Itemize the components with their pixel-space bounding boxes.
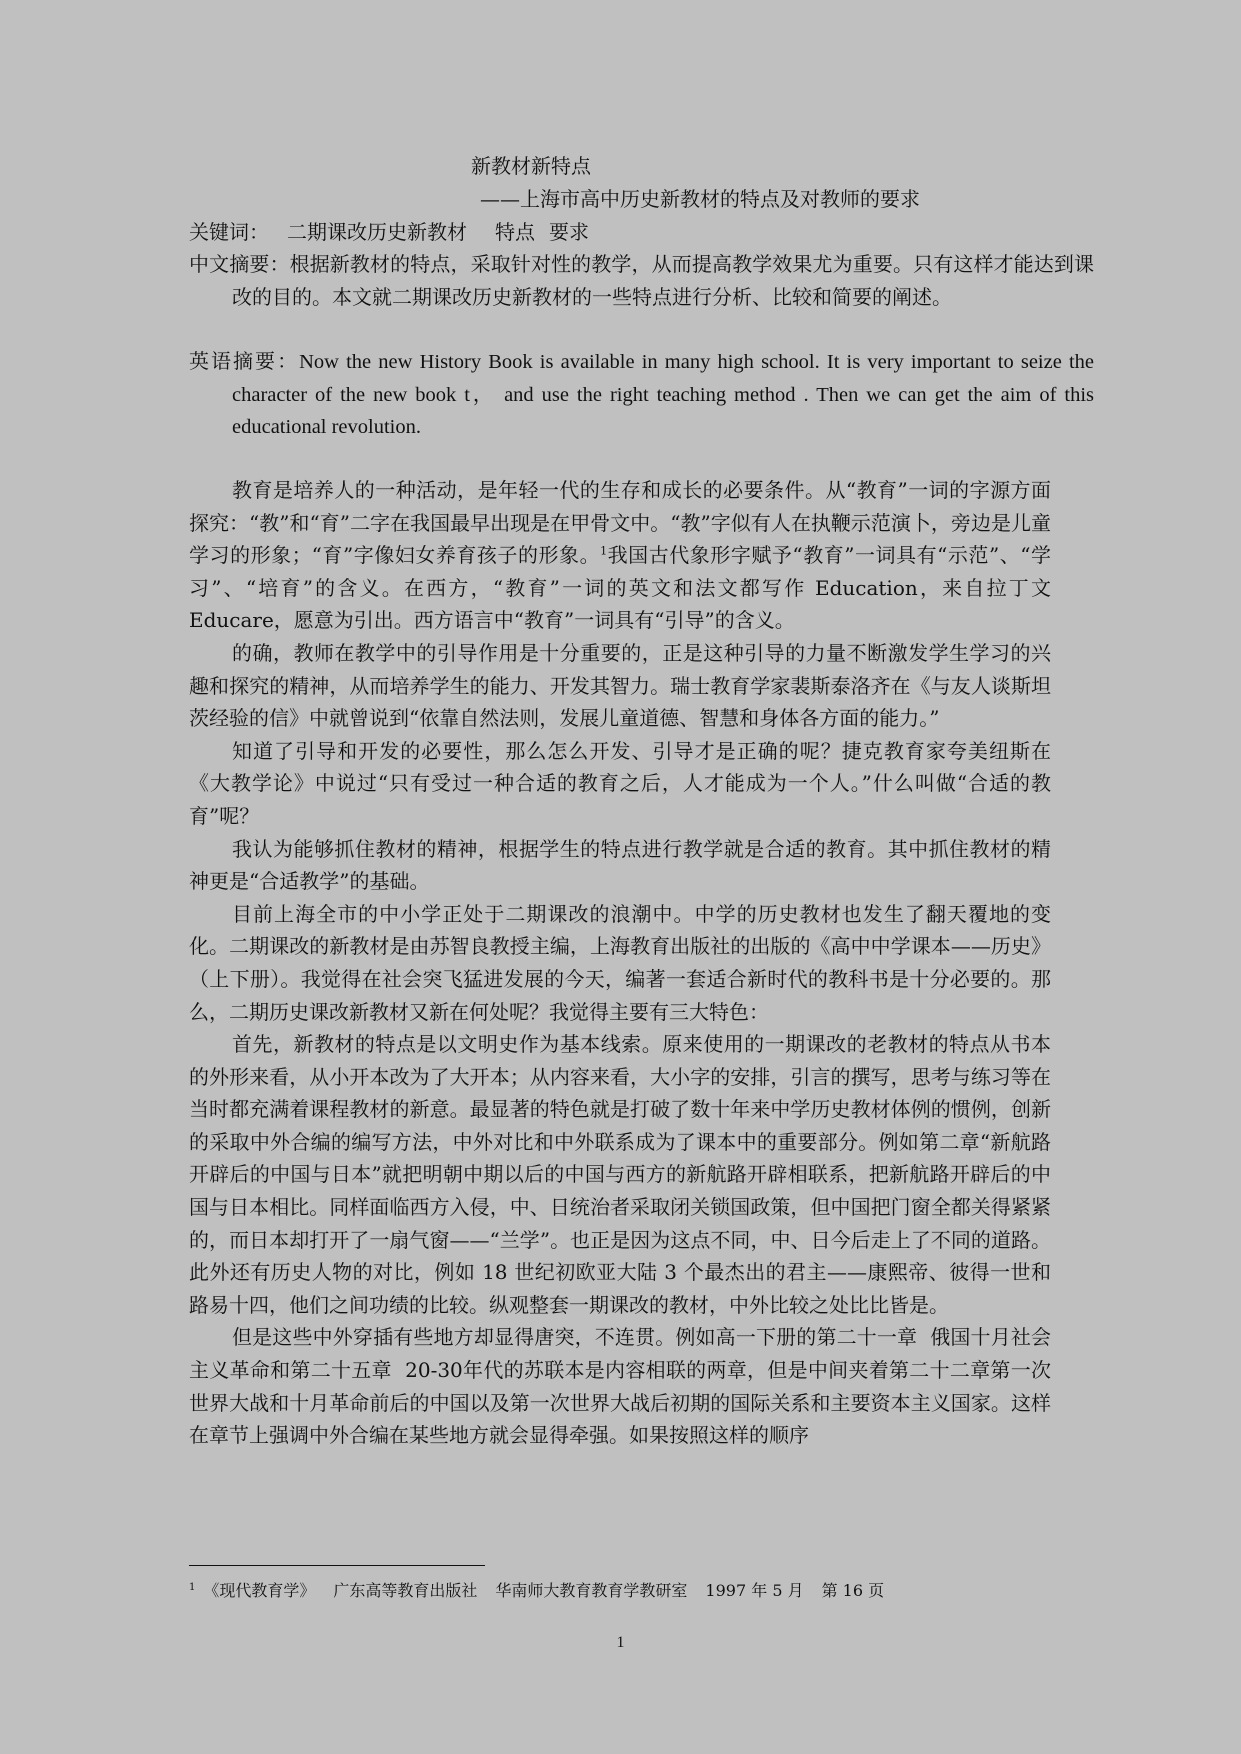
paragraph-text: 我国古代象形字赋予“教育”一词具有“示范”、“学习”、“培育”的含义。在西方，“教育”一词的英文和法文都写作 Education，来自拉丁文 Educare，愿意为引出。西方语言中“教育”一词具有“引导”的含义。 <box>189 543 1052 633</box>
footnote-separator <box>189 1565 485 1566</box>
body-paragraph: 但是这些中外穿插有些地方却显得唐突，不连贯。例如高一下册的第二十一章 俄国十月社会主义革命和第二十五章 20-30年代的苏联本是内容相联的两章，但是中间夹着第二十二章第一次世界大战和十月革命前后的中国以及第一次世界大战后初期的国际关系和主要资本主义国家。这样在章节上强调中外合编在某些地方就会显得牵强。如果按照这样的顺序 <box>189 1325 1051 1448</box>
abstract-english-text: Now the new History Book is available in many high school. It is very important to seize the character of the new book t， and use the right teaching method . Then we can get the aim of this educational revolution. <box>232 351 1115 438</box>
body-paragraph: 首先，新教材的特点是以文明史作为基本线索。原来使用的一期课改的老教材的特点从书本的外形来看，从小开本改为了大开本；从内容来看，大小字的安排，引言的撰写，思考与练习等在当时都充满着课程教材的新意。最显著的特色就是打破了数十年来中学历史教材体例的惯例，创新的采取中外合编的编写方法，中外对比和中外联系成为了课本中的重要部分。例如第二章“新航路开辟后的中国与日本”就把明朝中期以后的中国与西方的新航路开辟相联系，把新航路开辟后的中国与日本相比。同样面临西方入侵，中、日统治者采取闭关锁国政策，但中国把门窗全都关得紧紧的，而日本却打开了一扇气窗——“兰学”。也正是因为这点不同，中、日今后走上了不同的道路。此外还有历史人物的对比，例如 18 世纪初欧亚大陆 3 个最杰出的君主——康熙帝、彼得一世和路易十四，他们之间功绩的比较。纵观整套一期课改的教材，中外比较之处比比皆是。 <box>189 1032 1051 1317</box>
keyword-item: 特点 <box>495 220 535 244</box>
body-paragraph: 我认为能够抓住教材的精神，根据学生的特点进行教学就是合适的教育。其中抓住教材的精神更是“合适教学”的基础。 <box>189 836 1051 894</box>
document-title: 新教材新特点 <box>471 154 591 178</box>
footnote-publisher: 广东高等教育出版社 <box>333 1581 478 1600</box>
keywords-label: 关键词： <box>189 220 269 244</box>
paragraph-text: 教育是培养人的一种活动，是年轻一代的生存和成长的必要条件。从“教育”一词的字源方面探究：“教”和“育”二字在我国最早出现是在甲骨文中。“教”字似有人在执鞭示范演卜，旁边是儿童学习的形象；“育”字像妇女养育孩子的形象。 <box>189 478 1051 568</box>
footnote-marker: 1 <box>189 1581 196 1593</box>
body-paragraph: 知道了引导和开发的必要性，那么怎么开发、引导才是正确的呢？捷克教育家夸美纽斯在《大教学论》中说过“只有受过一种合适的教育之后，人才能成为一个人。”什么叫做“合适的教育”呢？ <box>189 738 1051 828</box>
keyword-item: 要求 <box>549 220 589 244</box>
body-paragraph <box>189 474 1051 637</box>
body-paragraph: 目前上海全市的中小学正处于二期课改的浪潮中。中学的历史教材也发生了翻天覆地的变化。二期课改的新教材是由苏智良教授主编，上海教育出版社的出版的《高中中学课本——历史》（上下册）。我觉得在社会突飞猛进发展的今天，编著一套适合新时代的教科书是十分必要的。那么，二期历史课改新教材又新在何处呢？我觉得主要有三大特色： <box>189 901 1051 1024</box>
abstract-english <box>189 345 1115 444</box>
abstract-chinese-text: 根据新教材的特点，采取针对性的教学，从而提高教学效果尤为重要。只有这样才能达到课改的目的。本文就二期课改历史新教材的一些特点进行分析、比较和简要的阐述。 <box>232 252 1095 309</box>
body-paragraph: 的确，教师在教学中的引导作用是十分重要的，正是这种引导的力量不断激发学生学习的兴趣和探究的精神，从而培养学生的能力、开发其智力。瑞士教育学家裴斯泰洛齐在《与友人谈斯坦茨经验的信》中就曾说到“依靠自然法则，发展儿童道德、智慧和身体各方面的能力。” <box>189 640 1051 731</box>
abstract-english-label: 英语摘要： <box>189 349 300 373</box>
footnote-editor: 华南师大教育教育学教研室 <box>495 1581 688 1600</box>
abstract-chinese <box>189 248 1094 313</box>
keyword-item: 二期课改历史新教材 <box>287 220 467 244</box>
footnote-page: 第 16 页 <box>821 1581 885 1600</box>
body-text <box>189 474 1051 1452</box>
footnote-reference[interactable]: 1 <box>600 544 608 558</box>
footnote <box>189 1578 884 1604</box>
abstract-chinese-label: 中文摘要： <box>189 252 290 276</box>
keywords-line <box>189 216 1051 249</box>
document-subtitle: ——上海市高中历史新教材的特点及对教师的要求 <box>480 187 920 211</box>
footnote-book: 《现代教育学》 <box>203 1581 316 1600</box>
footnote-date: 1997 年 5 月 <box>705 1581 804 1600</box>
page-number: 1 <box>616 1634 625 1651</box>
